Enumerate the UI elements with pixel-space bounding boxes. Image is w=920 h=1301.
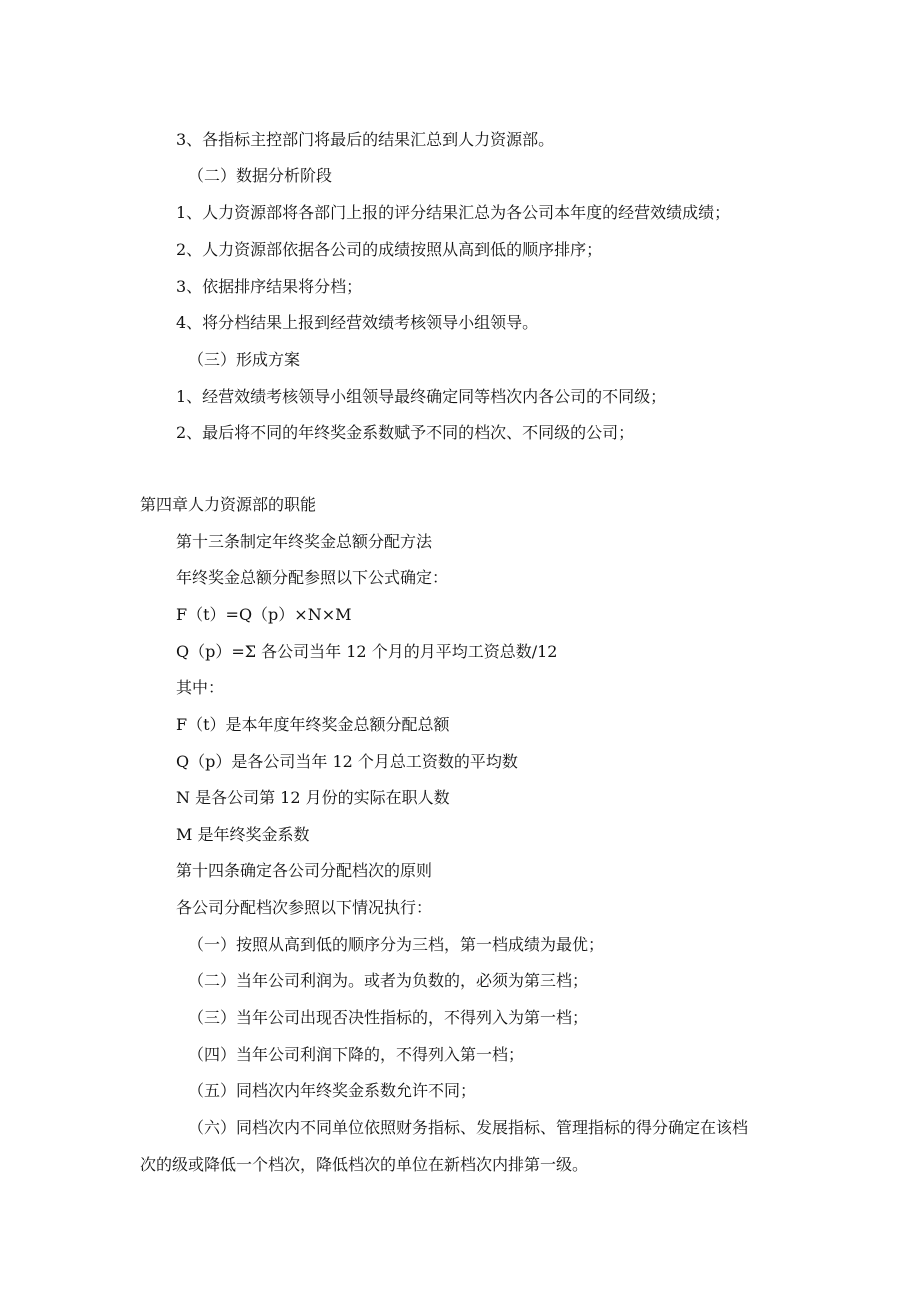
where-label: 其中：: [176, 678, 225, 697]
rule-3: （三）当年公司出现否决性指标的，不得列入为第一档；: [188, 1008, 589, 1027]
stage2-item-1: 1、人力资源部将各部门上报的评分结果汇总为各公司本年度的经营效绩成绩；: [176, 203, 731, 222]
definition-2: Q（p）是各公司当年 12 个月总工资数的平均数: [176, 752, 518, 771]
article14-intro: 各公司分配档次参照以下情况执行：: [176, 898, 433, 917]
rule-1: （一）按照从高到低的顺序分为三档，第一档成绩为最优；: [188, 935, 605, 954]
stage3-heading: （三）形成方案: [188, 350, 301, 369]
formula-2: Q（p）=Σ 各公司当年 12 个月的月平均工资总数/12: [176, 642, 558, 661]
stage2-item-4: 4、将分档结果上报到经营效绩考核领导小组领导。: [176, 313, 539, 332]
stage2-item-3: 3、依据排序结果将分档；: [176, 277, 363, 296]
formula-1: F（t）=Q（p）×N×M: [176, 605, 352, 624]
chapter-title: 第四章人力资源部的职能: [140, 495, 317, 514]
rule-5: （五）同档次内年终奖金系数允许不同；: [188, 1081, 477, 1100]
rule-4: （四）当年公司利润下降的，不得列入第一档；: [188, 1045, 525, 1064]
rule-6-line-2: 次的级或降低一个档次，降低档次的单位在新档次内排第一级。: [140, 1155, 589, 1174]
paragraph-item3: 3、各指标主控部门将最后的结果汇总到人力资源部。: [176, 130, 555, 149]
stage2-heading: （二）数据分析阶段: [188, 166, 333, 185]
definition-3: N 是各公司第 12 月份的实际在职人数: [176, 788, 450, 807]
article13-intro: 年终奖金总额分配参照以下公式确定：: [176, 568, 449, 587]
article13-title: 第十三条制定年终奖金总额分配方法: [176, 532, 433, 551]
stage3-item-1: 1、经营效绩考核领导小组领导最终确定同等档次内各公司的不同级；: [176, 387, 667, 406]
rule-6-line-1: （六）同档次内不同单位依照财务指标、发展指标、管理指标的得分确定在该档: [188, 1118, 749, 1137]
rule-2: （二）当年公司利润为。或者为负数的，必须为第三档；: [188, 971, 589, 990]
definition-4: M 是年终奖金系数: [176, 825, 310, 844]
stage3-item-2: 2、最后将不同的年终奖金系数赋予不同的档次、不同级的公司；: [176, 423, 635, 442]
definition-1: F（t）是本年度年终奖金总额分配总额: [176, 715, 450, 734]
stage2-item-2: 2、人力资源部依据各公司的成绩按照从高到低的顺序排序；: [176, 240, 603, 259]
article14-title: 第十四条确定各公司分配档次的原则: [176, 861, 433, 880]
